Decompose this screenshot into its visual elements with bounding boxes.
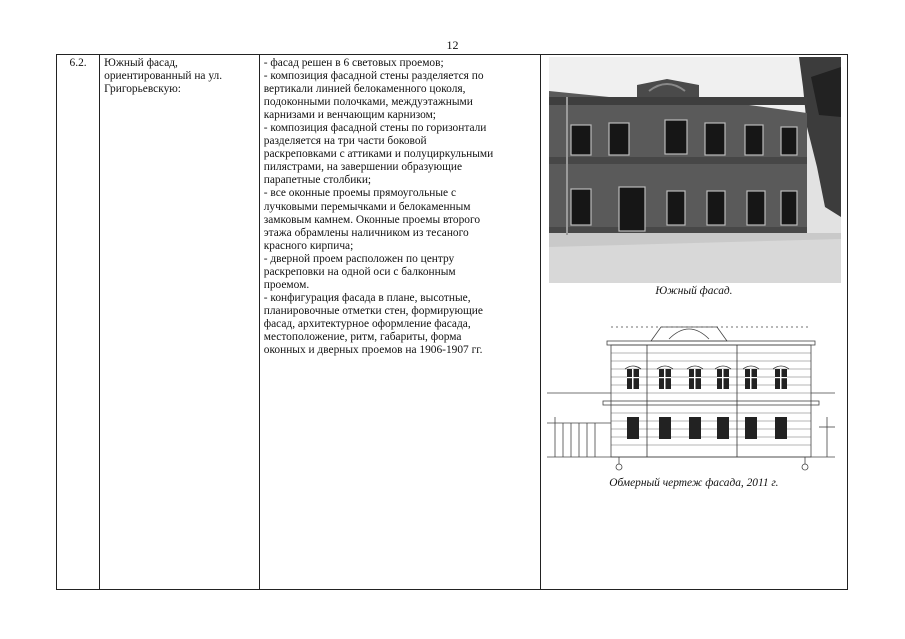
building-facade-photo: [549, 57, 841, 283]
table-row: [57, 55, 848, 590]
description-line: раскреповки на одной оси с балконным: [263, 265, 456, 278]
description-line: фасад, архитектурное оформление фасада,: [263, 317, 471, 330]
element-name-line: Григорьевскую:: [104, 83, 181, 96]
element-name-cell: [100, 55, 260, 590]
description-line: разделяется на три части боковой: [263, 135, 427, 148]
description-line: пилястрами, на завершении образующие: [263, 161, 462, 174]
row-number: 6.2.: [57, 55, 100, 590]
description-line: - композиция фасадной стены по горизонтали: [263, 122, 487, 135]
drawing-caption: Обмерный чертеж фасада, 2011 г.: [609, 477, 779, 489]
description-line: парапетные столбики;: [263, 174, 372, 187]
description-line: - композиция фасадной стены разделяется по: [263, 70, 484, 83]
photo-caption: Южный фасад.: [655, 285, 733, 297]
images-cell: [540, 55, 847, 590]
description-line: подоконными полочками, междуэтажными: [263, 96, 473, 109]
description-line: - дверной проем расположен по центру: [263, 252, 455, 265]
description-line: замковым камнем. Оконные проемы второго: [263, 213, 481, 226]
description-cell: [259, 55, 540, 590]
description-line: этажа обрамлены наличником из тесаного: [263, 226, 469, 239]
description-line: оконных и дверных проемов на 1906-1907 гг.: [263, 344, 483, 357]
description-line: - все оконные проемы прямоугольные с: [263, 187, 456, 200]
page-number: 12: [446, 38, 459, 52]
document-table: [56, 54, 848, 590]
description-line: вертикали линией белокаменного цоколя,: [263, 83, 466, 96]
description-line: - конфигурация фасада в плане, высотные,: [263, 291, 471, 304]
element-name-line: Южный фасад,: [104, 57, 178, 69]
description-line: лучковыми перемычками и белокаменным: [263, 200, 471, 213]
description-line: раскреповками с аттиками и полуциркульными: [263, 148, 494, 161]
description-line: местоположение, ритм, габариты, форма: [263, 330, 462, 343]
description-line: красного кирпича;: [263, 239, 354, 252]
description-line: - фасад решен в 6 световых проемов;: [263, 57, 444, 69]
element-name-line: ориентированный на ул.: [104, 70, 223, 83]
description-line: проемом.: [263, 278, 310, 291]
description-line: планировочные отметки стен, формирующие: [263, 304, 483, 317]
facade-measured-drawing: [541, 317, 841, 475]
description-line: карнизами и венчающим карнизом;: [263, 109, 436, 122]
